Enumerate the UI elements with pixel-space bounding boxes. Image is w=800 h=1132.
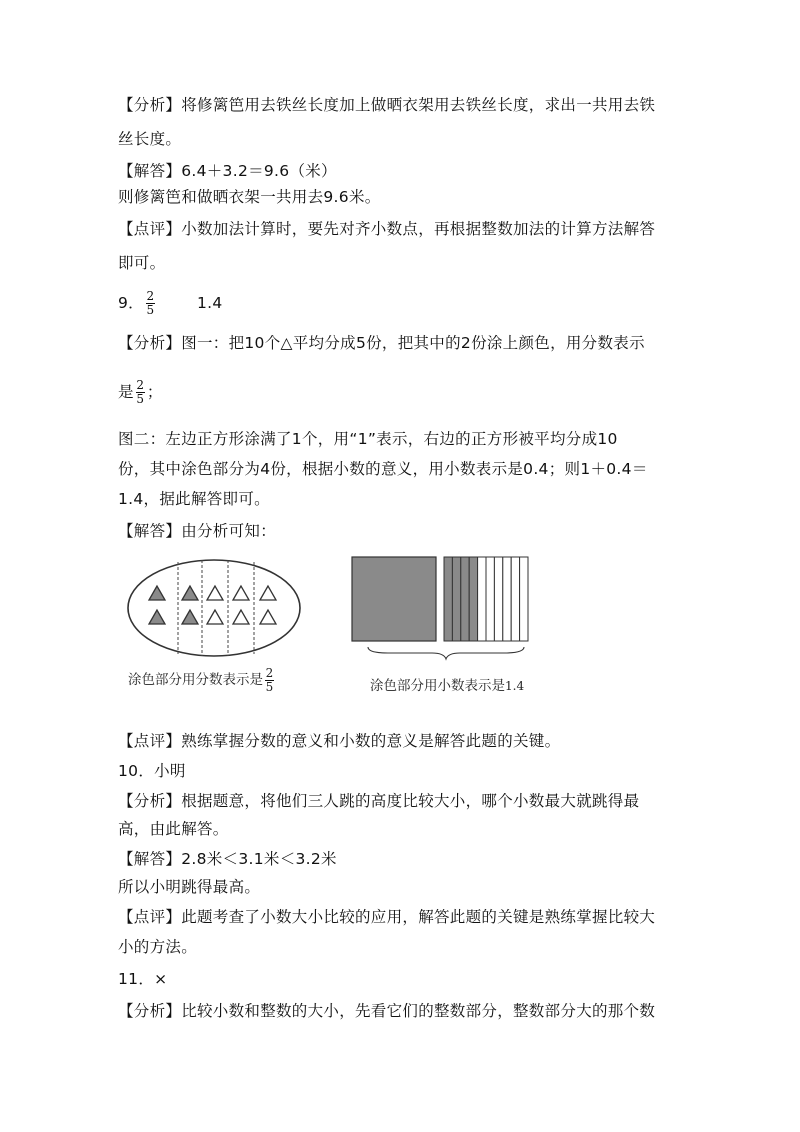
line-analysis-9d: 份，其中涂色部分为4份，根据小数的意义，用小数表示是0.4；则1＋0.4＝ (118, 460, 648, 478)
line-analysis-9e: 1.4，据此解答即可。 (118, 490, 270, 508)
line-analysis-9c: 图二：左边正方形涂满了1个，用“1”表示，右边的正方形被平均分成10 (118, 430, 618, 448)
figure1-caption-text: 涂色部分用分数表示是 (128, 672, 263, 688)
line-answer-10: 【解答】2.8米＜3.1米＜3.2米 (118, 850, 337, 868)
figure1-caption (128, 664, 276, 696)
figure1-caption-fraction (265, 667, 274, 694)
fraction-numerator: 2 (136, 378, 145, 392)
line-comment-1b: 即可。 (118, 254, 166, 272)
fraction-denominator: 5 (136, 392, 145, 406)
shaded-strip (452, 557, 460, 641)
line-comment-9: 【点评】熟练掌握分数的意义和小数的意义是解答此题的关键。 (118, 732, 561, 750)
line-analysis-1: 【分析】将修篱笆用去铁丝长度加上做晒衣架用去铁丝长度，求出一共用去铁 (118, 96, 656, 114)
line-answer-1: 【解答】6.4＋3.2＝9.6（米） (118, 162, 337, 180)
question-9-decimal: 1.4 (196, 294, 223, 312)
fraction-numerator: 2 (146, 289, 155, 303)
empty-strip (520, 557, 528, 641)
line-answer-1b: 则修篱笆和做晒衣架一共用去9.6米。 (118, 188, 381, 206)
line-prefix: 是 (118, 383, 134, 401)
question-11-answer: 11．× (118, 970, 168, 988)
decimal-squares-figure (348, 555, 538, 663)
question-10-answer: 10．小明 (118, 762, 186, 780)
full-shaded-square (352, 557, 436, 641)
line-answer-9: 【解答】由分析可知： (118, 522, 277, 540)
fraction-numerator: 2 (265, 665, 274, 680)
empty-strip (494, 557, 502, 641)
line-analysis-9b (118, 376, 163, 408)
question-9-answer (118, 288, 223, 318)
empty-strip (478, 557, 486, 641)
shaded-strip (469, 557, 477, 641)
line-analysis-1b: 丝长度。 (118, 130, 182, 148)
line-comment-10: 【点评】此题考查了小数大小比较的应用，解答此题的关键是熟练掌握比较大 (118, 908, 656, 926)
shaded-strip (461, 557, 469, 641)
line-analysis-10: 【分析】根据题意，将他们三人跳的高度比较大小，哪个小数最大就跳得最 (118, 792, 640, 810)
inline-fraction (136, 379, 145, 406)
figure2-caption-text: 涂色部分用小数表示是 (370, 678, 505, 694)
empty-strip (511, 557, 519, 641)
triangle-ellipse-figure (124, 556, 304, 660)
line-answer-10b: 所以小明跳得最高。 (118, 878, 261, 896)
line-analysis-9: 【分析】图一：把10个△平均分成5份，把其中的2份涂上颜色，用分数表示 (118, 334, 645, 352)
line-comment-1: 【点评】小数加法计算时，要先对齐小数点，再根据整数加法的计算方法解答 (118, 220, 656, 238)
line-suffix: ； (146, 383, 163, 401)
line-analysis-11: 【分析】比较小数和整数的大小，先看它们的整数部分，整数部分大的那个数 (118, 1002, 656, 1020)
empty-strip (486, 557, 494, 641)
ellipse-outline (128, 560, 300, 656)
figure2-caption-value: 1.4 (505, 679, 525, 693)
fraction-denominator: 5 (265, 679, 274, 694)
line-analysis-10b: 高，由此解答。 (118, 820, 229, 838)
shaded-strip (444, 557, 452, 641)
line-comment-10b: 小的方法。 (118, 938, 198, 956)
figure2-caption (370, 674, 524, 694)
empty-strip (503, 557, 511, 641)
question-9-number: 9． (118, 294, 144, 312)
fraction-denominator: 5 (146, 303, 155, 317)
brace (368, 647, 524, 659)
question-9-fraction (146, 290, 155, 317)
